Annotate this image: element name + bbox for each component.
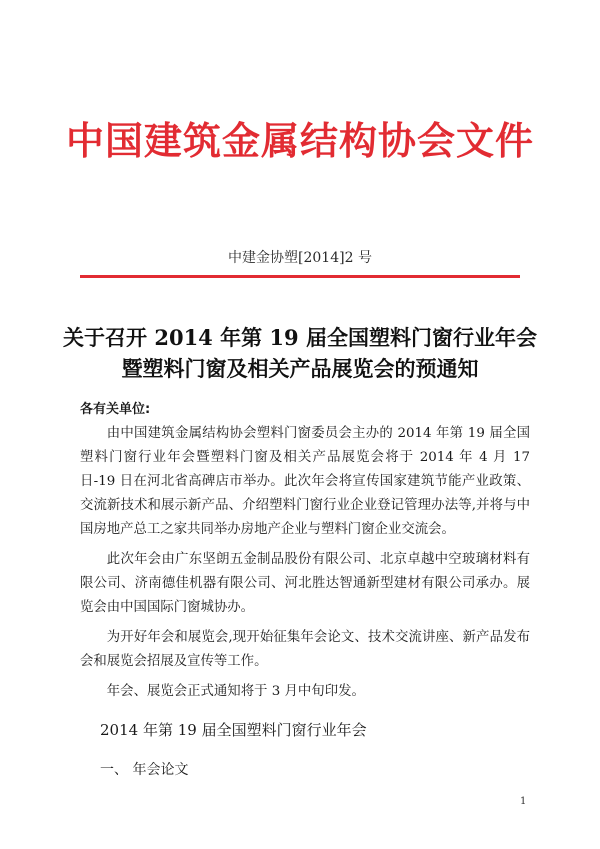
red-divider-line xyxy=(80,275,520,278)
body-paragraph-2: 此次年会由广东坚朗五金制品股份有限公司、北京卓越中空玻璃材料有限公司、济南德佳机器有限公司、河北胜达智通新型建材有限公司承办。展览会由中国国际门窗城协办。 xyxy=(80,552,530,615)
section-title: 2014 年第 19 届全国塑料门窗行业年会 xyxy=(100,721,367,739)
body-paragraph-1: 由中国建筑金属结构协会塑料门窗委员会主办的 2014 年第 19 届全国塑料门窗行业年会暨塑料门窗及相关产品展览会将于 2014 年 4 月 17 日-19 日在河北省高碑店市举办。此次年会将宣传国家建筑节能产业政策、交流新技术和展示新产品、介绍塑料门窗行业企业登记管理办法等,并将与中国房地产总工之家共同举办房地产企业与塑料门窗企业交流会。 xyxy=(80,426,530,537)
body-paragraph-4: 年会、展览会正式通知将于 3 月中旬印发。 xyxy=(106,684,365,699)
notice-title-line-2: 暨塑料门窗及相关产品展览会的预通知 xyxy=(121,356,479,381)
notice-title xyxy=(0,322,600,384)
document-number: 中建金协塑[2014]2 号 xyxy=(228,250,372,266)
page-number: 1 xyxy=(520,796,527,807)
org-document-title: 中国建筑金属结构协会文件 xyxy=(65,119,534,163)
greeting: 各有关单位: xyxy=(80,402,151,417)
notice-title-line-1: 关于召开 2014 年第 19 届全国塑料门窗行业年会 xyxy=(63,325,537,350)
subsection-title: 一、 年会论文 xyxy=(100,762,189,778)
body-paragraph-3: 为开好年会和展览会,现开始征集年会论文、技术交流讲座、新产品发布会和展览会招展及宣传等工作。 xyxy=(80,630,530,669)
notice-body xyxy=(80,398,530,710)
